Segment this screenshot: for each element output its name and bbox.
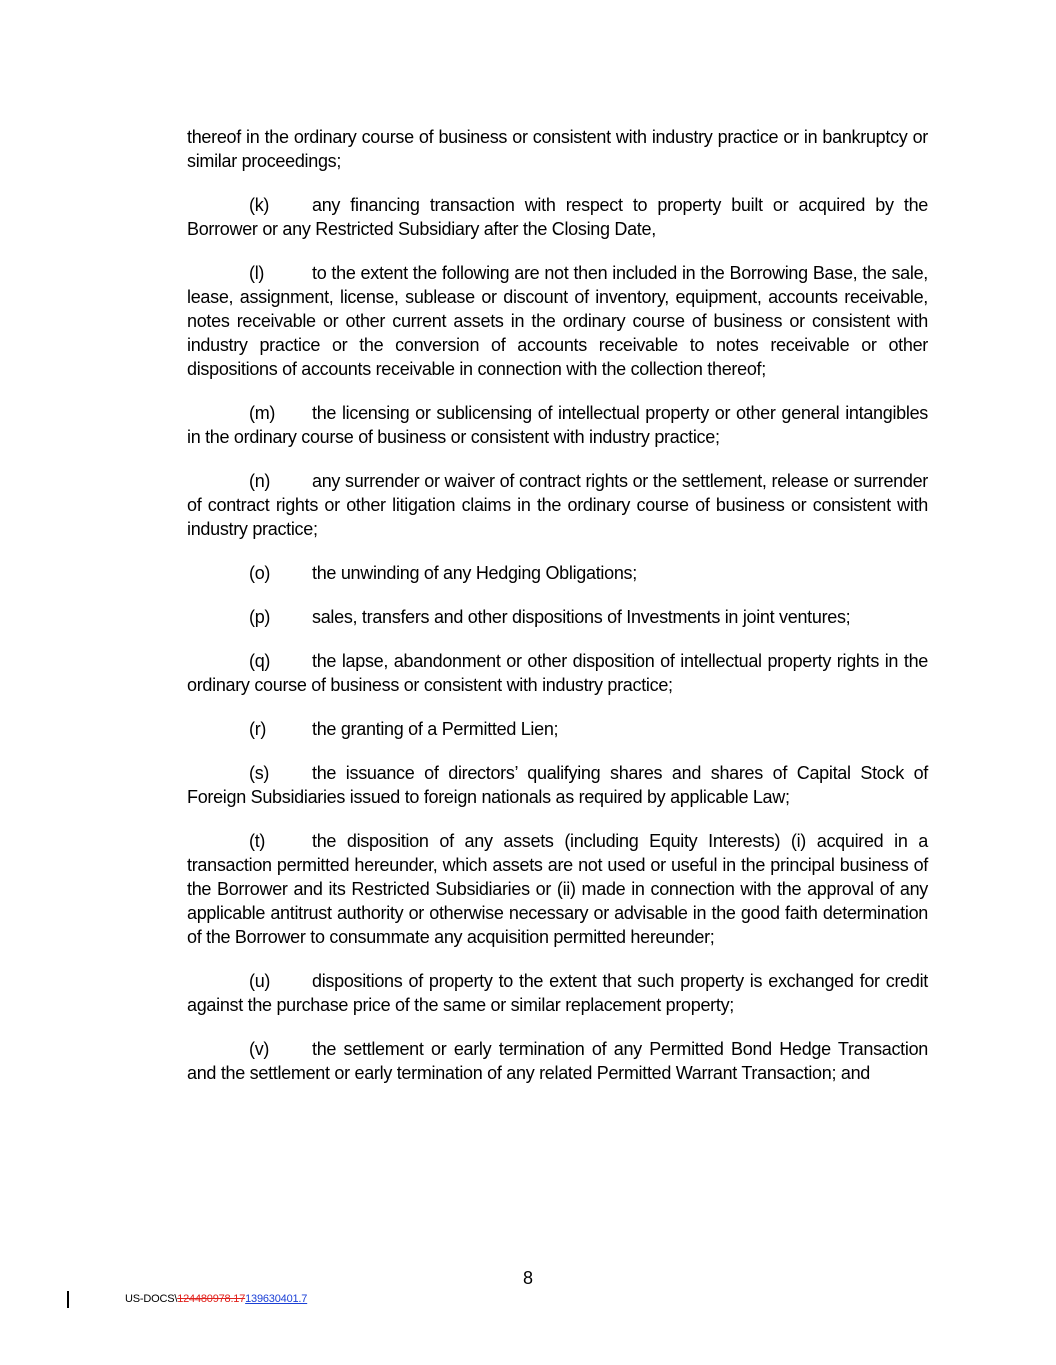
doc-id-deleted: 124480978.17 <box>177 1293 246 1305</box>
document-id-footer <box>125 1293 307 1305</box>
item-label: (p) <box>249 607 271 627</box>
list-item-l <box>187 261 928 381</box>
item-text: dispositions of property to the extent that such property is exchanged for credit against the purchase price of the same or similar replacement property; <box>187 971 928 1015</box>
lead-paragraph: thereof in the ordinary course of business or consistent with industry practice or in bankruptcy or similar proceedings; <box>187 127 928 171</box>
item-text: any financing transaction with respect to property built or acquired by the Borrower or any Restricted Subsidiary after the Closing Date, <box>187 195 928 239</box>
item-text: the settlement or early termination of any Permitted Bond Hedge Transaction and the settlement or early termination of any related Permitted Warrant Transaction; and <box>187 1039 928 1083</box>
item-label: (u) <box>249 971 271 991</box>
item-text: the granting of a Permitted Lien; <box>312 719 559 739</box>
item-label: (q) <box>249 651 271 671</box>
item-label: (k) <box>249 195 270 215</box>
item-label: (v) <box>249 1039 270 1059</box>
item-text: the licensing or sublicensing of intellectual property or other general intangibles in the ordinary course of business or consistent with industry practice; <box>187 403 928 447</box>
list-item-v <box>187 1037 928 1085</box>
list-item-p <box>187 605 928 629</box>
list-item-q <box>187 649 928 697</box>
item-text: any surrender or waiver of contract rights or the settlement, release or surrender of contract rights or other litigation claims in the ordinary course of business or consistent with industry practice; <box>187 471 928 539</box>
item-text: the lapse, abandonment or other disposition of intellectual property rights in the ordinary course of business or consistent with industry practice; <box>187 651 928 695</box>
list-item-s <box>187 761 928 809</box>
item-label: (s) <box>249 763 270 783</box>
doc-prefix: US-DOCS\ <box>125 1293 178 1305</box>
list-item-t <box>187 829 928 949</box>
change-bar <box>67 1291 69 1308</box>
doc-id-inserted: 139630401.7 <box>245 1293 308 1305</box>
page-number: 8 <box>522 1268 533 1288</box>
item-text: sales, transfers and other dispositions of Investments in joint ventures; <box>312 607 851 627</box>
item-label: (n) <box>249 471 271 491</box>
item-label: (r) <box>249 719 267 739</box>
item-label: (l) <box>249 263 265 283</box>
item-text: to the extent the following are not then included in the Borrowing Base, the sale, lease, assignment, license, sublease or discount of inventory, equipment, accounts receivable, notes receivable or other current assets in the ordinary course of business or consistent with industry practice or the conversion of accounts receivable to notes receivable or other dispositions of accounts receivable in connection with the collection thereof; <box>187 263 928 379</box>
document-body <box>187 125 928 1105</box>
item-label: (t) <box>249 831 266 851</box>
list-item-r <box>187 717 928 741</box>
list-item-o <box>187 561 928 585</box>
item-text: the unwinding of any Hedging Obligations; <box>312 563 637 583</box>
list-item-m <box>187 401 928 449</box>
list-item-n <box>187 469 928 541</box>
item-text: the disposition of any assets (including Equity Interests) (i) acquired in a transaction permitted hereunder, which assets are not used or useful in the principal business of the Borrower and its Restricted Subsidiaries or (ii) made in connection with the approval of any applicable antitrust authority or otherwise necessary or advisable in the good faith determination of the Borrower to consummate any acquisition permitted hereunder; <box>187 831 928 947</box>
item-label: (o) <box>249 563 271 583</box>
list-item-u <box>187 969 928 1017</box>
item-text: the issuance of directors’ qualifying shares and shares of Capital Stock of Foreign Subsidiaries issued to foreign nationals as required by applicable Law; <box>187 763 928 807</box>
list-item-k <box>187 193 928 241</box>
item-label: (m) <box>249 403 276 423</box>
